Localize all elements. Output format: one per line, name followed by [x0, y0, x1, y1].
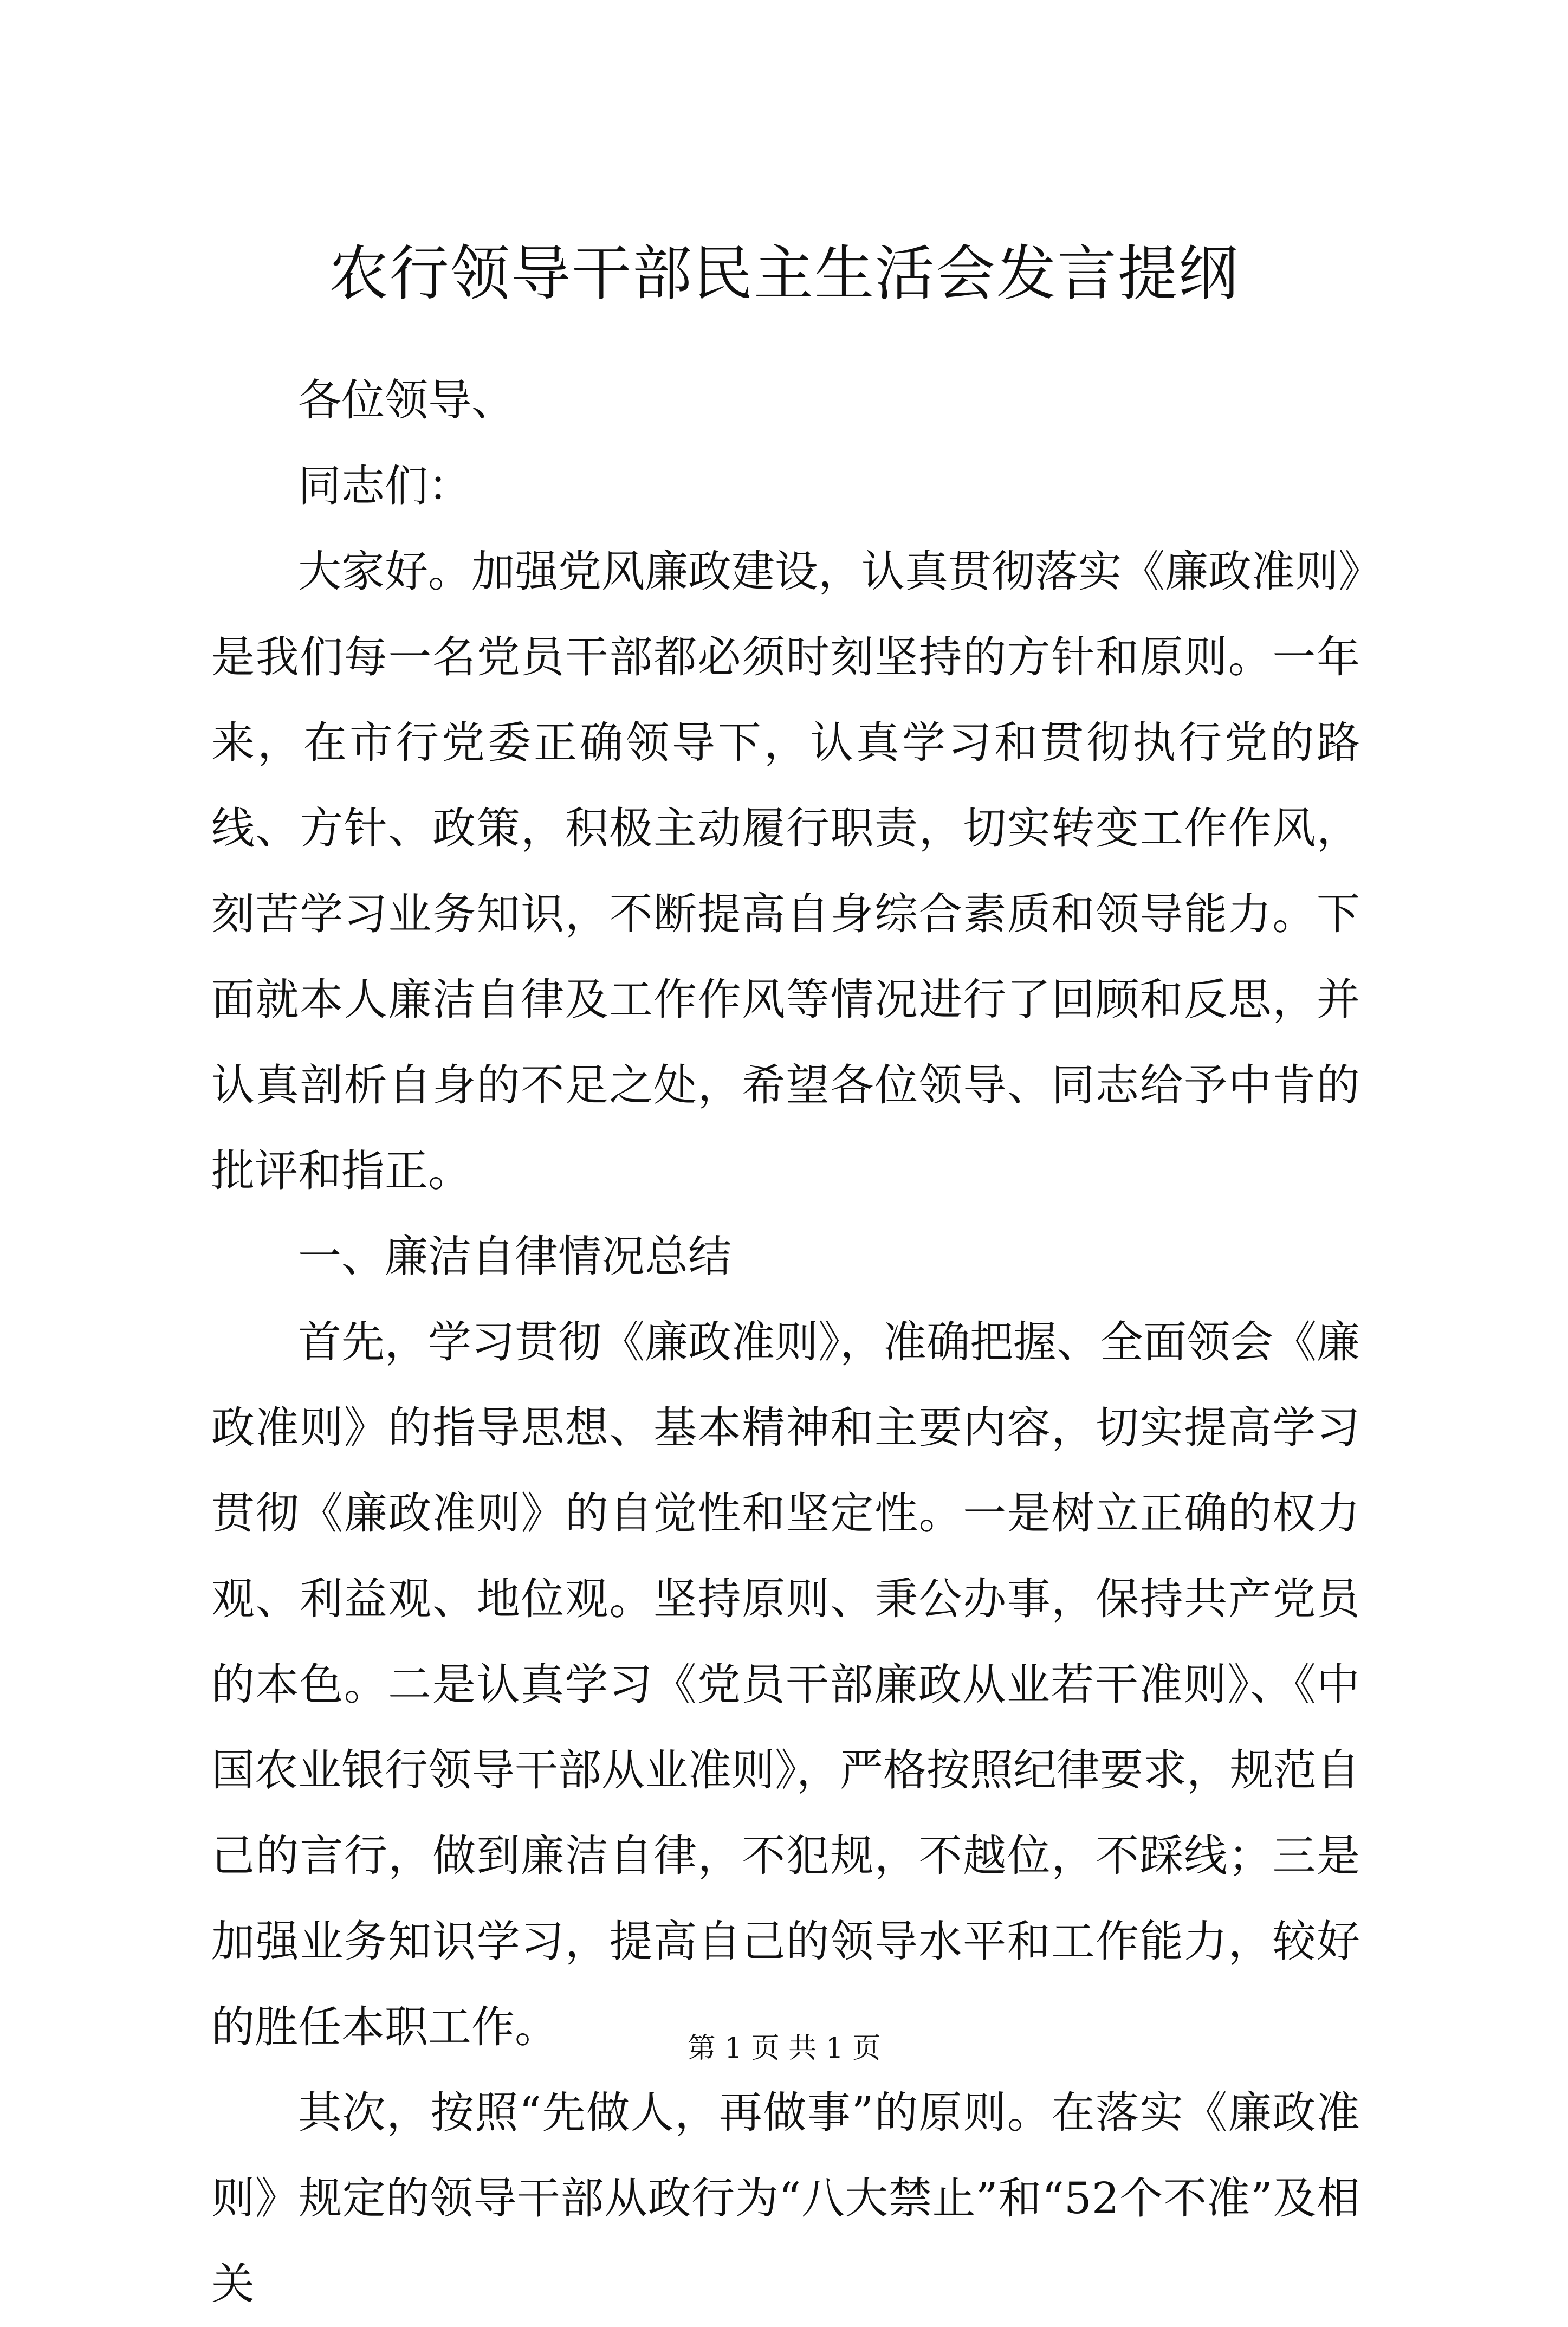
- page-footer: 第 1 页 共 1 页: [687, 2032, 881, 2065]
- paragraph-second: 其次，按照“先做人，再做事”的原则。在落实《廉政准则》规定的领导干部从政行为“八大禁止”和“52个不准”及相关: [211, 2087, 1360, 2309]
- paragraph-intro: 大家好。加强党风廉政建设，认真贯彻落实《廉政准则》是我们每一名党员干部都必须时刻坚持的方针和原则。一年来，在市行党委正确领导下，认真学习和贯彻执行党的路线、方针、政策，积极主动履行职责，切实转变工作作风，刻苦学习业务知识，不断提高自身综合素质和领导能力。下面就本人廉洁自律及工作作风等情况进行了回顾和反思，并认真剖析自身的不足之处，希望各位领导、同志给予中肯的批评和指正。: [211, 546, 1360, 1196]
- document-title: 农行领导干部民主生活会发言提纲: [329, 239, 1239, 308]
- section-heading: 一、廉洁自律情况总结: [298, 1231, 731, 1282]
- greeting-line-2: 同志们：: [298, 461, 471, 511]
- paragraph-first: 首先，学习贯彻《廉政准则》，准确把握、全面领会《廉政准则》的指导思想、基本精神和主要内容，切实提高学习贯彻《廉政准则》的自觉性和坚定性。一是树立正确的权力观、利益观、地位观。坚持原则、秉公办事，保持共产党员的本色。二是认真学习《党员干部廉政从业若干准则》、《中国农业银行领导干部从业准则》，严格按照纪律要求，规范自己的言行，做到廉洁自律，不犯规，不越位，不踩线；三是加强业务知识学习，提高自己的领导水平和工作能力，较好的胜任本职工作。: [211, 1317, 1360, 2052]
- greeting-line-1: 各位领导、: [298, 375, 515, 425]
